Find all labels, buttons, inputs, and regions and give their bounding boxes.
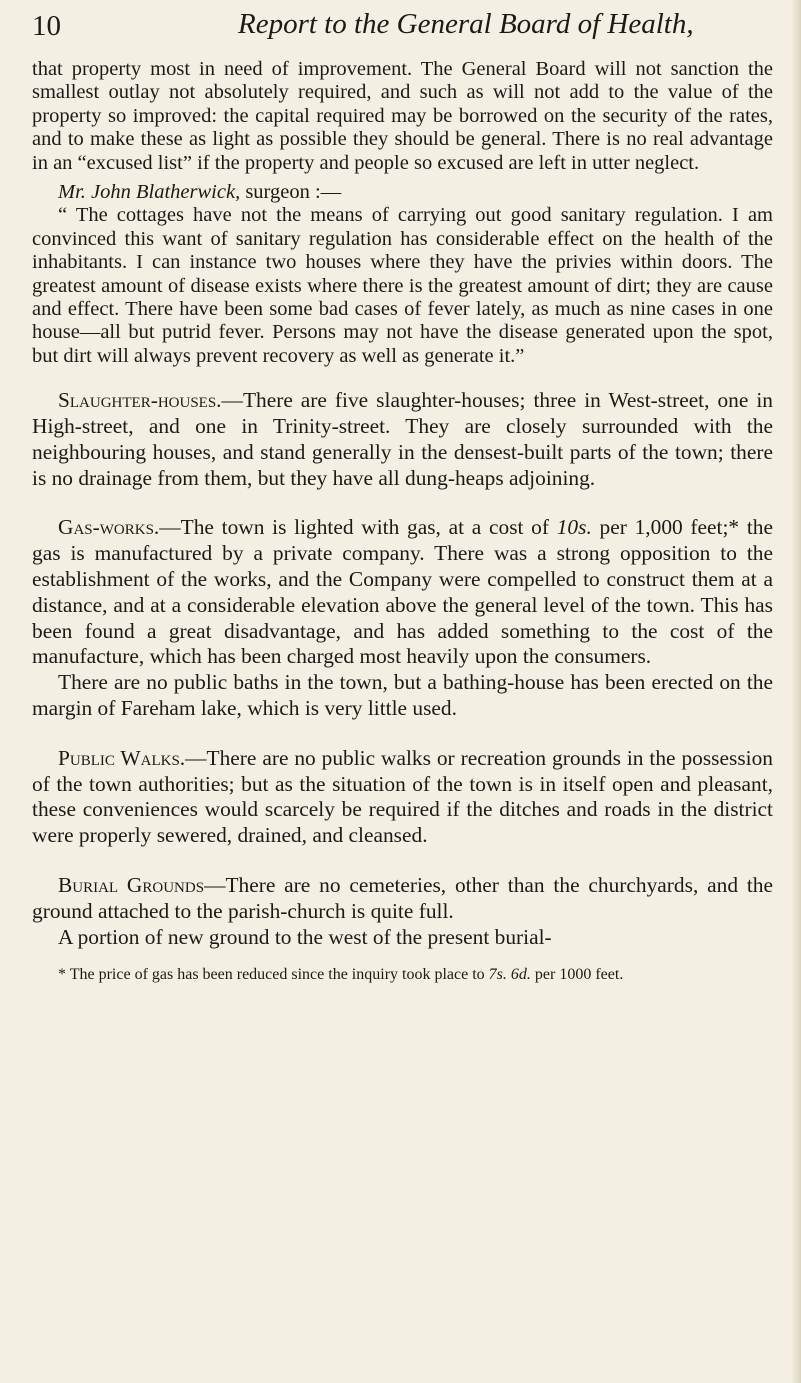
paragraph-public-walks — [32, 746, 773, 849]
burial-text: —There are no cemeteries, other than the churchyards, and the ground attached to the parish-church is quite full. — [32, 873, 773, 923]
heading-burial-grounds: Burial Grounds — [58, 873, 205, 898]
page-number: 10 — [32, 10, 61, 42]
paragraph-gas-works — [32, 515, 773, 670]
paragraph-speaker — [32, 181, 773, 204]
paragraph-slaughter-houses — [32, 388, 773, 491]
speaker-name: Mr. John Blatherwick, — [58, 181, 241, 204]
footnote-text-2: per 1000 feet. — [530, 966, 624, 984]
paragraph-property: that property most in need of improvement. The General Board will not sanction the smallest outlay not absolutely required, and such as will not add to the value of the property so improved: the capital required may be borrowed on the security of the rates, and to make these as light as possible they should be general. There is no real advantage in an “excused list” if the property and people so excused are left in utter neglect. — [32, 58, 773, 174]
gas-price: 10s. — [556, 515, 592, 540]
page-header — [32, 8, 773, 58]
walks-text: —There are no public walks or recreation grounds in the possession of the town authorities; but as the situation of the town is in itself open and pleasant, these conveniences would scarcely be required if the ditches and roads in the district were properly sewered, drained, and cleansed. — [32, 745, 773, 848]
heading-gas-works: Gas-works. — [58, 515, 160, 540]
paragraph-quote: “ The cottages have not the means of carrying out good sanitary regulation. I am convinced this want of sanitary regulation has considerable effect on the health of the inhabitants. I can instance two houses where they have the privies within doors. The greatest amount of disease exists where there is the greatest amount of dirt; they are cause and effect. There have been some bad cases of fever lately, as much as nine cases in one house—all but putrid fever. Persons may not have the disease generated upon the spot, but dirt will always prevent recovery as well as generate it.” — [32, 204, 773, 367]
running-head: Report to the General Board of Health, — [238, 8, 694, 40]
speaker-role: surgeon :— — [240, 181, 342, 204]
footnote — [32, 966, 773, 984]
page-edge-shadow — [791, 0, 801, 1383]
paragraph-burial-portion: A portion of new ground to the west of the present burial- — [58, 924, 552, 949]
slaughter-text: —There are five slaughter-houses; three in West-street, one in High-street, and one in Trinity-street. They are closely surrounded with the neighbouring houses, and stand generally in the densest-built parts of the town; there is no drainage from them, but they have all dung-heaps adjoining. — [32, 388, 773, 490]
paragraph-baths: There are no public baths in the town, but a bathing-house has been erected on the margin of Fareham lake, which is very little used. — [32, 670, 773, 721]
paragraph-burial-grounds — [32, 873, 773, 925]
footnote-text-1: * The price of gas has been reduced since the inquiry took place to — [58, 966, 489, 984]
gas-text-2: per 1,000 feet;* the gas is manufactured by a private company. There was a strong opposition to the establishment of the works, and the Company were compelled to construct them at a distance, and at a considerable elevation above the general level of the town. This has been found a great disadvantage, and has added something to the cost of the manufacture, which has been charged most heavily upon the consumers. — [32, 515, 773, 669]
gas-text-1: —The town is lighted with gas, at a cost of — [159, 515, 557, 540]
footnote-price: 7s. 6d. — [488, 966, 531, 984]
heading-public-walks: Public Walks. — [58, 745, 186, 770]
heading-slaughter-houses: Slaughter-houses. — [58, 388, 222, 413]
